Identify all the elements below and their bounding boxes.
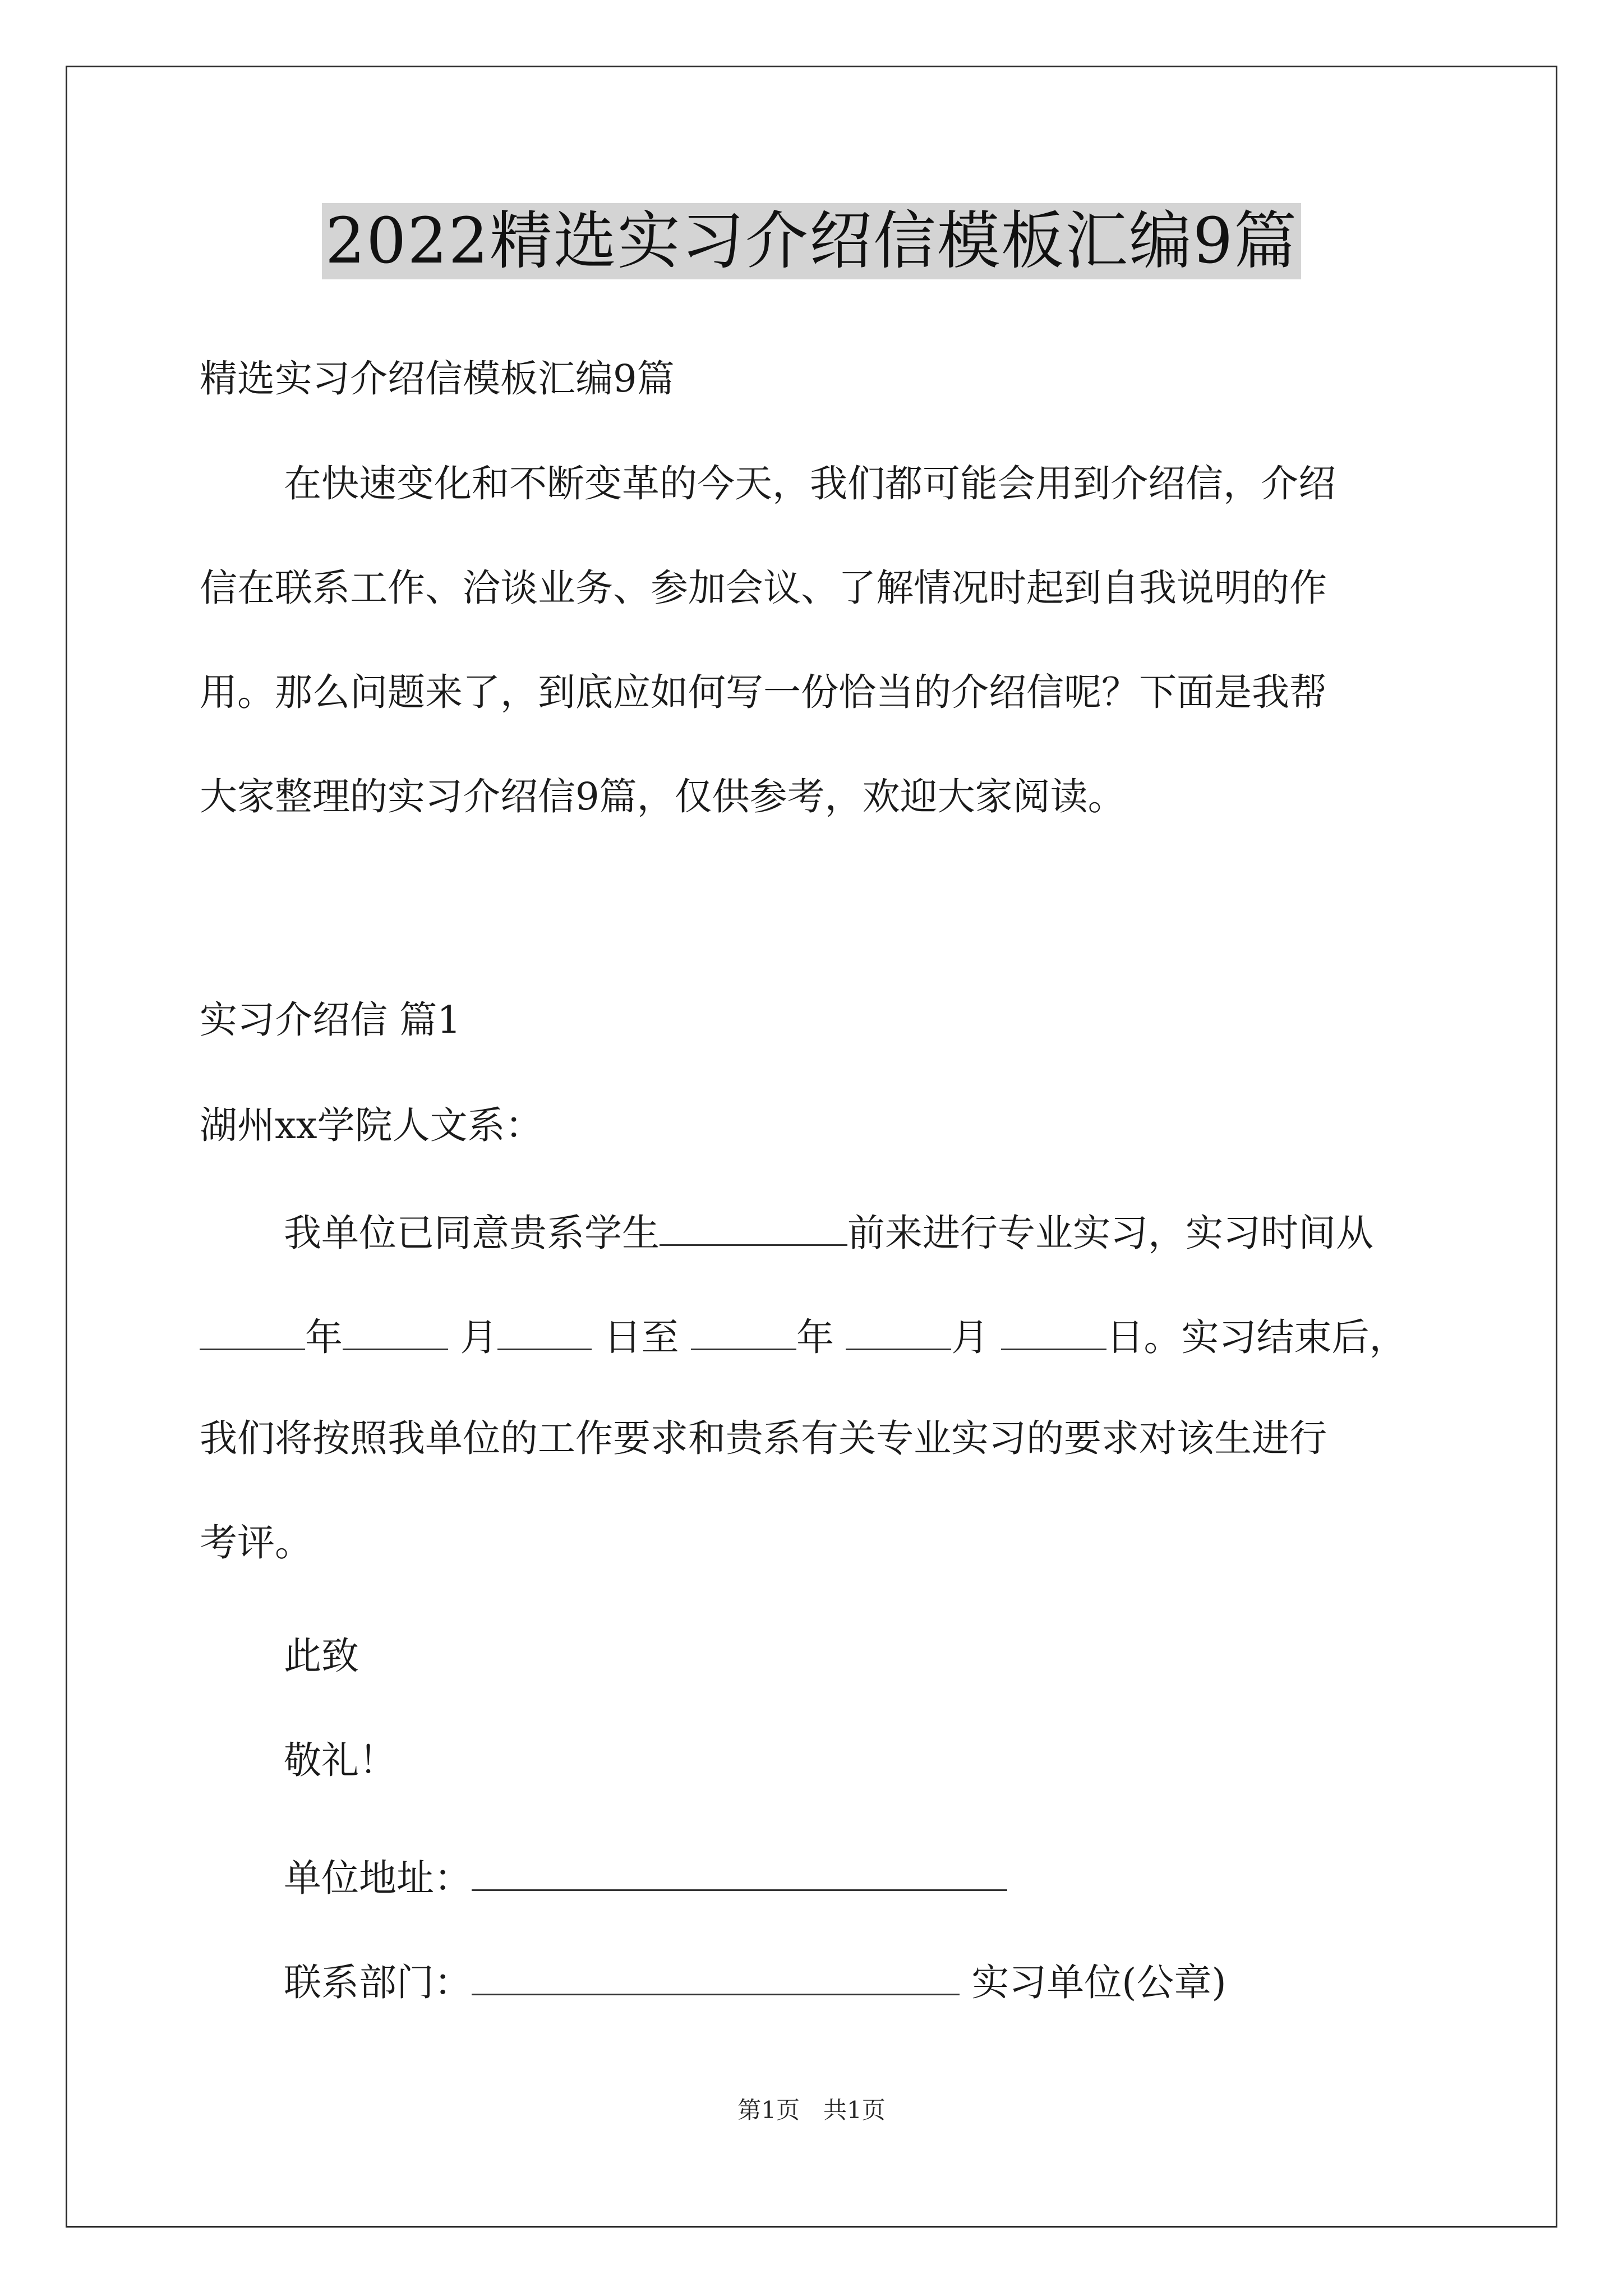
intro-line-1: 在快速变化和不断变革的今天，我们都可能会用到介绍信，介绍	[284, 462, 1336, 505]
day-to-label: 日至	[603, 1315, 679, 1359]
document-title: 2022精选实习介绍信模板汇编9篇	[322, 203, 1301, 279]
closing-2: 敬礼！	[284, 1738, 396, 1782]
body-line-2-end: 日。实习结束后，	[1106, 1315, 1407, 1359]
start-month-blank	[343, 1312, 448, 1350]
end-day-blank	[1001, 1312, 1106, 1350]
page-footer: 第1页 共1页	[737, 2096, 886, 2124]
year-1-label: 年	[305, 1315, 343, 1359]
body-line-1-start: 我单位已同意贵系学生	[284, 1211, 660, 1255]
month-2-label: 月	[951, 1315, 989, 1359]
address-line	[284, 1852, 1007, 1901]
salutation: 湖州xx学院人文系：	[200, 1103, 543, 1147]
body-line-1	[284, 1207, 1373, 1255]
body-line-3: 我们将按照我单位的工作要求和贵系有关专业实习的要求对该生进行	[200, 1416, 1327, 1460]
address-blank	[472, 1852, 1007, 1891]
department-line	[284, 1957, 1227, 2005]
start-year-blank	[200, 1312, 305, 1350]
end-year-blank	[691, 1312, 796, 1350]
address-label: 单位地址：	[284, 1856, 472, 1900]
year-2-label: 年	[796, 1315, 834, 1359]
closing-1: 此致	[284, 1634, 359, 1678]
body-line-4: 考评。	[200, 1521, 312, 1565]
body-line-1-end: 前来进行专业实习，实习时间从	[847, 1211, 1373, 1255]
month-1-label: 月	[460, 1315, 498, 1359]
end-month-blank	[846, 1312, 951, 1350]
title-container	[0, 203, 1623, 279]
intro-line-2: 信在联系工作、洽谈业务、参加会议、了解情况时起到自我说明的作	[200, 566, 1327, 610]
section-heading: 实习介绍信 篇1	[200, 998, 461, 1042]
start-day-blank	[497, 1312, 592, 1350]
department-blank	[472, 1957, 960, 1995]
document-subtitle: 精选实习介绍信模板汇编9篇	[200, 357, 675, 401]
intro-line-4: 大家整理的实习介绍信9篇，仅供参考，欢迎大家阅读。	[200, 775, 1126, 818]
student-name-blank	[660, 1207, 847, 1246]
seal-label: 实习单位(公章)	[971, 1961, 1227, 2004]
body-line-2	[200, 1312, 1407, 1360]
intro-line-3: 用。那么问题来了，到底应如何写一份恰当的介绍信呢？下面是我帮	[200, 670, 1327, 714]
department-label: 联系部门：	[284, 1961, 472, 2004]
